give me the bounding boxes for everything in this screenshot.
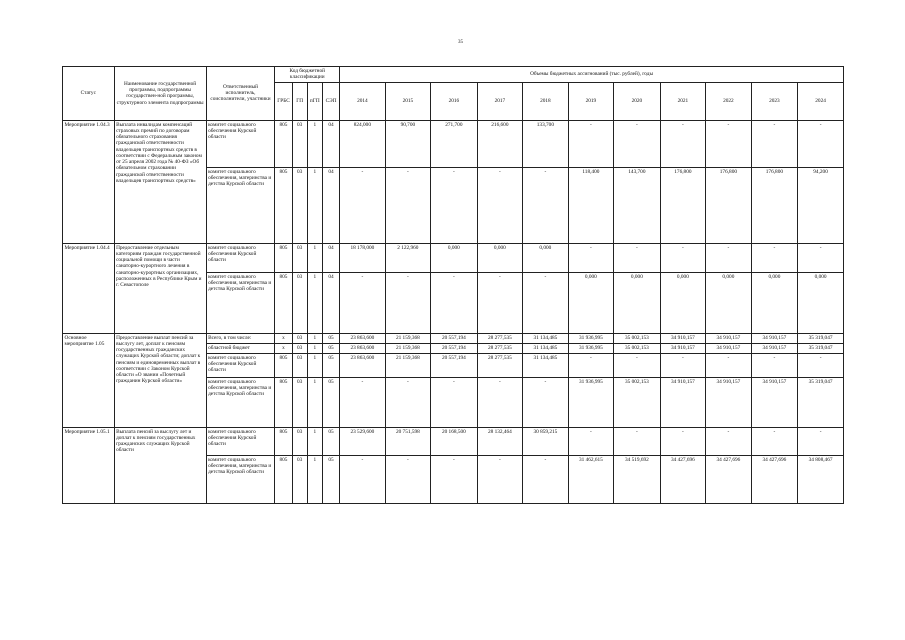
responsible-cell: комитет социального обеспечения Курской области [206,120,275,167]
code-cell: 03 [292,377,307,427]
header-status: Статус [63,67,115,121]
code-cell: 805 [275,353,292,377]
code-cell: 03 [292,272,307,333]
code-cell: 1 [307,120,322,167]
value-cell: - [431,455,478,503]
header-volume: Объемы бюджетных ассигнований (тыс. рублей), годы [340,67,844,83]
value-cell: 21 159,368 [385,353,431,377]
value-cell: 34 910,157 [706,333,752,343]
value-cell: 176,800 [660,167,706,243]
code-cell: 1 [307,272,322,333]
value-cell: 118,400 [568,167,614,243]
value-cell: 0,000 [798,272,844,333]
code-cell: 05 [322,377,339,427]
value-cell: 216,600 [477,120,523,167]
header-year: 2019 [568,82,614,120]
value-cell: 34 910,157 [706,343,752,353]
header-year: 2021 [660,82,706,120]
value-cell: 824,000 [340,120,386,167]
code-cell: 05 [322,427,339,455]
value-cell: 20 168,500 [431,427,478,455]
value-cell: - [568,120,614,167]
value-cell: 20 751,598 [385,427,431,455]
value-cell: 94,200 [798,167,844,243]
responsible-cell: комитет социального обеспечения, материнства и детства Курской области [206,377,275,427]
code-cell: 04 [322,272,339,333]
value-cell: - [523,272,569,333]
header-year: 2022 [706,82,752,120]
header-code-col: ГП [292,82,307,120]
value-cell: 34 910,157 [706,377,752,427]
responsible-cell: областной бюджет [206,343,275,353]
value-cell: - [523,167,569,243]
value-cell: 23 863,600 [340,353,386,377]
value-cell: - [385,272,431,333]
code-cell: 805 [275,427,292,455]
value-cell: - [568,353,614,377]
code-cell: 03 [292,120,307,167]
header-year: 2020 [614,82,661,120]
value-cell: 28 277,535 [477,353,523,377]
value-cell: 20 557,194 [431,353,478,377]
value-cell: - [523,377,569,427]
value-cell: - [660,353,706,377]
value-cell: - [477,455,523,503]
name-cell: Выплата пенсий за выслугу лет и доплат к пенсиям государственных гражданских служащих Курской области [114,427,206,503]
code-cell: 05 [322,455,339,503]
header-year: 2014 [340,82,386,120]
value-cell: 34 910,157 [660,377,706,427]
value-cell: - [614,427,661,455]
code-cell: 03 [292,343,307,353]
value-cell: 21 159,368 [385,343,431,353]
code-cell: 805 [275,120,292,167]
value-cell: 35 319,047 [798,333,844,343]
value-cell: - [798,120,844,167]
value-cell: 34 910,157 [751,343,798,353]
value-cell: - [568,243,614,272]
code-cell: 805 [275,272,292,333]
value-cell: 0,000 [660,272,706,333]
value-cell: 0,000 [568,272,614,333]
header-name: Наименование государственной программы, подпрограммы государствен-ной программы, структурного элемента подпрограммы [114,67,206,121]
code-cell: 03 [292,427,307,455]
code-cell: 1 [307,353,322,377]
code-cell: х [275,343,292,353]
responsible-cell: комитет социального обеспечения Курской области [206,353,275,377]
value-cell: - [340,455,386,503]
code-cell: 04 [322,167,339,243]
value-cell: 31 134,485 [523,353,569,377]
value-cell: - [614,243,661,272]
value-cell: 0,000 [751,272,798,333]
status-cell: Мероприятие 1.04.4 [63,243,115,333]
page-number: 35 [458,40,463,45]
value-cell: - [385,455,431,503]
value-cell: 0,000 [431,243,478,272]
code-cell: 03 [292,353,307,377]
value-cell: 34 427,696 [751,455,798,503]
value-cell: 133,700 [523,120,569,167]
value-cell: - [751,243,798,272]
value-cell: 23 529,600 [340,427,386,455]
value-cell: - [477,167,523,243]
value-cell: 34 910,157 [751,377,798,427]
table-row [63,120,844,167]
code-cell: 1 [307,427,322,455]
code-cell: 805 [275,167,292,243]
value-cell: 23 863,600 [340,343,386,353]
header-year: 2016 [431,82,478,120]
value-cell: 35 319,047 [798,343,844,353]
value-cell: - [523,455,569,503]
value-cell: - [431,272,478,333]
header-responsible: Ответственный исполнитель, соисполнители, участники [206,67,275,121]
value-cell: - [660,243,706,272]
value-cell: 21 159,368 [385,333,431,343]
value-cell: - [751,427,798,455]
value-cell: 176,800 [751,167,798,243]
value-cell: - [798,427,844,455]
value-cell: - [706,427,752,455]
value-cell: - [614,120,661,167]
value-cell: 23 863,600 [340,333,386,343]
value-cell: - [477,377,523,427]
code-cell: 04 [322,243,339,272]
value-cell: 31 936,995 [568,343,614,353]
value-cell: - [614,353,661,377]
value-cell: - [798,243,844,272]
value-cell: 2 122,960 [385,243,431,272]
value-cell: 34 427,696 [706,455,752,503]
value-cell: 176,800 [706,167,752,243]
code-cell: 05 [322,343,339,353]
code-cell: 1 [307,343,322,353]
value-cell: 20 557,194 [431,343,478,353]
header-year: 2024 [798,82,844,120]
value-cell: 31 462,615 [568,455,614,503]
responsible-cell: комитет социального обеспечения, материнства и детства Курской области [206,167,275,243]
value-cell: - [798,353,844,377]
table-row [63,333,844,343]
name-cell: Предоставление выплат пенсий за выслугу лет, доплат к пенсиям государственных гражданских служащих Курской области; доплат к пенсиям и единовременных выплат в соответствии с Законом Курской области «О звании «Почетный гражданин Курской области» [114,333,206,427]
status-cell: Мероприятие 1.04.3 [63,120,115,243]
value-cell: 0,000 [706,272,752,333]
responsible-cell: Всего, в том числе: [206,333,275,343]
header-code-col: ГРБС [275,82,292,120]
value-cell: - [385,377,431,427]
value-cell: 35 002,153 [614,343,661,353]
name-cell: Выплата инвалидам компенсаций страховых премий по договорам обязательного страхования гражданской ответственности владельцев транспортных средств в соответствии с Федеральным законом от 25 апреля 2002 года № 40-ФЗ «Об обязательном страховании гражданской ответственности владельцев транспортных средств» [114,120,206,243]
header-year: 2018 [523,82,569,120]
header-year: 2023 [751,82,798,120]
value-cell: 35 002,153 [614,333,661,343]
code-cell: 1 [307,243,322,272]
value-cell: 0,000 [614,272,661,333]
value-cell: 31 134,485 [523,333,569,343]
value-cell: - [706,353,752,377]
code-cell: 1 [307,455,322,503]
code-cell: 05 [322,353,339,377]
responsible-cell: комитет социального обеспечения, материнства и детства Курской области [206,455,275,503]
value-cell: - [431,377,478,427]
value-cell: 30 859,215 [523,427,569,455]
responsible-cell: комитет социального обеспечения Курской области [206,243,275,272]
status-cell: Мероприятие 1.05.1 [63,427,115,503]
value-cell: - [477,272,523,333]
value-cell: 90,700 [385,120,431,167]
value-cell: 31 936,995 [568,377,614,427]
budget-table [62,66,844,504]
code-cell: 1 [307,167,322,243]
code-cell: 805 [275,377,292,427]
value-cell: 28 277,535 [477,343,523,353]
value-cell: - [431,167,478,243]
value-cell: 20 557,194 [431,333,478,343]
value-cell: 34 519,692 [614,455,661,503]
code-cell: 03 [292,243,307,272]
value-cell: - [706,120,752,167]
value-cell: 28 132,464 [477,427,523,455]
responsible-cell: комитет социального обеспечения Курской области [206,427,275,455]
header-code-col: СЭП [322,82,339,120]
value-cell: - [340,377,386,427]
value-cell: 31 134,485 [523,343,569,353]
header-budget-code: Код бюджетной классификации [275,67,340,83]
value-cell: - [751,120,798,167]
table-row [63,243,844,272]
value-cell: - [706,243,752,272]
code-cell: 1 [307,377,322,427]
value-cell: 18 178,000 [340,243,386,272]
value-cell: 34 910,157 [660,343,706,353]
value-cell: 35 002,153 [614,377,661,427]
code-cell: 03 [292,167,307,243]
value-cell: 34 427,696 [660,455,706,503]
value-cell: 0,000 [477,243,523,272]
value-cell: 34 910,157 [751,333,798,343]
value-cell: - [660,120,706,167]
responsible-cell: комитет социального обеспечения, материнства и детства Курской области [206,272,275,333]
name-cell: Предоставление отдельным категориям граждан государственной социальной помощи в части санаторно-курортного лечения в санаторно-курортных организациях, расположенных в Республике Крым и г. Севастополе [114,243,206,333]
code-cell: 03 [292,333,307,343]
code-cell: 1 [307,333,322,343]
code-cell: 05 [322,333,339,343]
value-cell: 271,700 [431,120,478,167]
value-cell: 35 319,047 [798,377,844,427]
value-cell: - [340,167,386,243]
table-row [63,427,844,455]
value-cell: 0,000 [523,243,569,272]
header-year: 2015 [385,82,431,120]
code-cell: 805 [275,455,292,503]
value-cell: - [568,427,614,455]
value-cell: 31 936,995 [568,333,614,343]
value-cell: - [340,272,386,333]
code-cell: х [275,333,292,343]
code-cell: 04 [322,120,339,167]
code-cell: 03 [292,455,307,503]
header-year: 2017 [477,82,523,120]
value-cell: 143,700 [614,167,661,243]
value-cell: - [751,353,798,377]
value-cell: 28 277,535 [477,333,523,343]
status-cell: Основное мероприятие 1.05 [63,333,115,427]
value-cell: - [660,427,706,455]
code-cell: 805 [275,243,292,272]
value-cell: 34 910,157 [660,333,706,343]
header-code-col: пГП [307,82,322,120]
value-cell: - [385,167,431,243]
value-cell: 34 808,467 [798,455,844,503]
